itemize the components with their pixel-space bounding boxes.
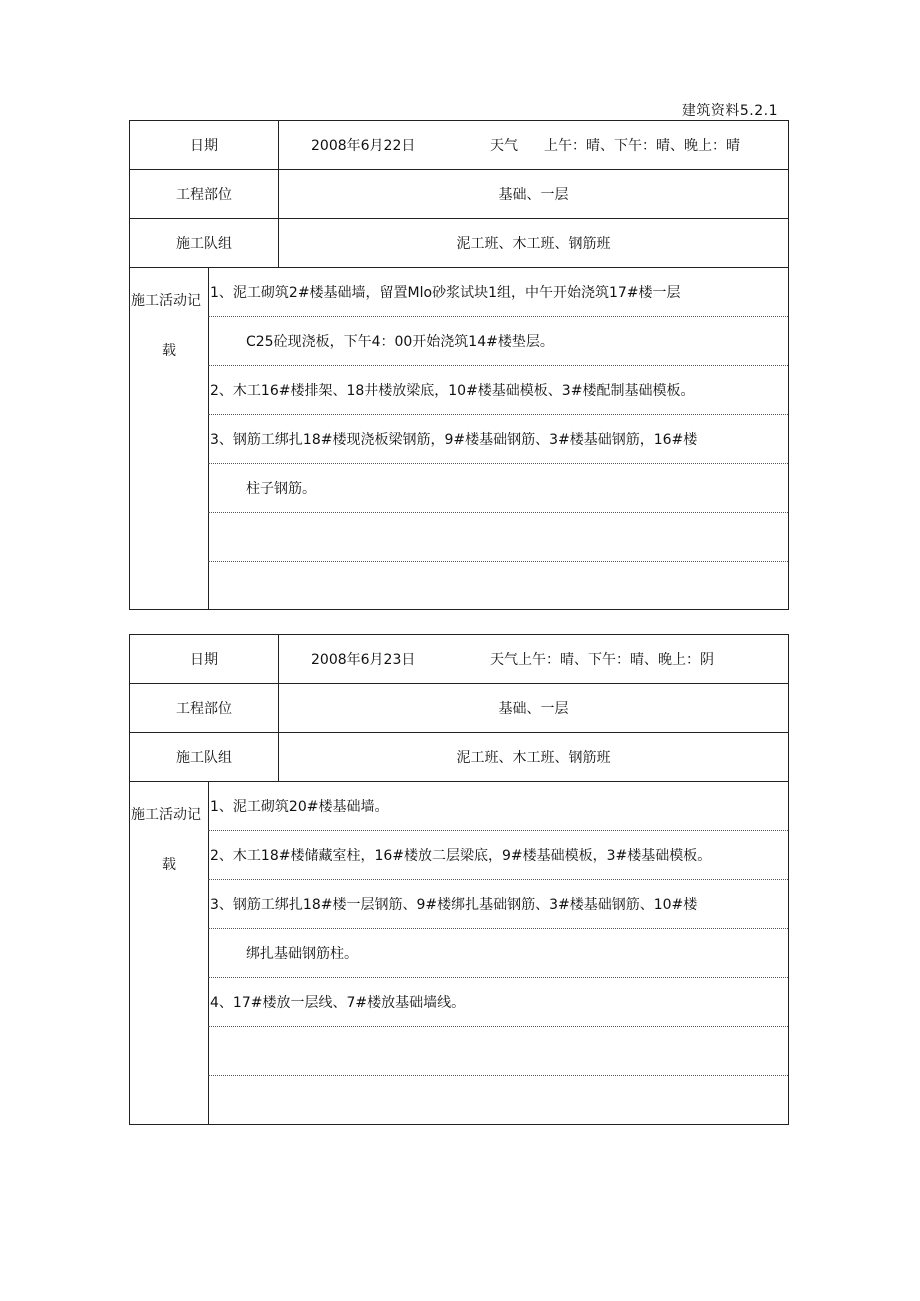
team-row <box>130 733 788 782</box>
team-row <box>130 219 788 268</box>
activity-line <box>208 1076 788 1124</box>
construction-log-day2 <box>129 634 789 1125</box>
activity-line <box>208 562 788 610</box>
activity-line: 柱子钢筋。 <box>208 464 788 513</box>
date-label: 日 期 <box>130 121 279 169</box>
activity-line: 3、钢筋工绑扎18#楼现浇板梁钢筋，9#楼基础钢筋、3#楼基础钢筋，16#楼 <box>208 415 788 464</box>
date-label: 日 期 <box>130 635 279 683</box>
team-value: 泥工班、木工班、钢筋班 <box>456 236 611 252</box>
location-label: 工程部位 <box>130 684 279 732</box>
location-label: 工程部位 <box>130 170 279 218</box>
activity-line: 3、钢筋工绑扎18#楼一层钢筋、9#楼绑扎基础钢筋、3#楼基础钢筋、10#楼 <box>208 880 788 929</box>
location-row <box>130 684 788 733</box>
date-row <box>130 635 788 684</box>
team-value: 泥工班、木工班、钢筋班 <box>456 750 611 766</box>
activity-line <box>208 513 788 562</box>
activity-label: 施工活动记 载 <box>130 782 209 1124</box>
activity-line: 2、木工18#楼储藏室柱，16#楼放二层梁底，9#楼基础模板，3#楼基础模板。 <box>208 831 788 880</box>
location-value: 基础、一层 <box>498 701 569 717</box>
activity-list <box>208 268 788 609</box>
activity-line: 2、木工16#楼排架、18井楼放梁底，10#楼基础模板、3#楼配制基础模板。 <box>208 366 788 415</box>
activity-line: 1、泥工砌筑2#楼基础墙，留置Mlo砂浆试块1组，中午开始浇筑17#楼一层 <box>208 268 788 317</box>
date-value: 2008年6月22日 <box>311 138 416 154</box>
weather-value: 天气上午：晴、下午：晴、晚上：阴 <box>490 652 714 668</box>
construction-log-day1 <box>129 120 789 610</box>
location-row <box>130 170 788 219</box>
weather-value: 上午：晴、下午：晴、晚上：晴 <box>544 138 740 154</box>
date-row <box>130 121 788 170</box>
document-code: 建筑资料5.2.1 <box>681 103 778 119</box>
activity-label: 施工活动记 载 <box>130 268 209 609</box>
activity-line: 4、17#楼放一层线、7#楼放基础墙线。 <box>208 978 788 1027</box>
activity-line: 绑扎基础钢筋柱。 <box>208 929 788 978</box>
team-label: 施工队组 <box>130 733 279 781</box>
date-value: 2008年6月23日 <box>311 652 416 668</box>
activity-line: C25砼现浇板，下午4：00开始浇筑14#楼垫层。 <box>208 317 788 366</box>
weather-label: 天气 <box>490 138 518 154</box>
location-value: 基础、一层 <box>498 187 569 203</box>
activity-line: 1、泥工砌筑20#楼基础墙。 <box>208 782 788 831</box>
activity-line <box>208 1027 788 1076</box>
activity-list <box>208 782 788 1124</box>
team-label: 施工队组 <box>130 219 279 267</box>
